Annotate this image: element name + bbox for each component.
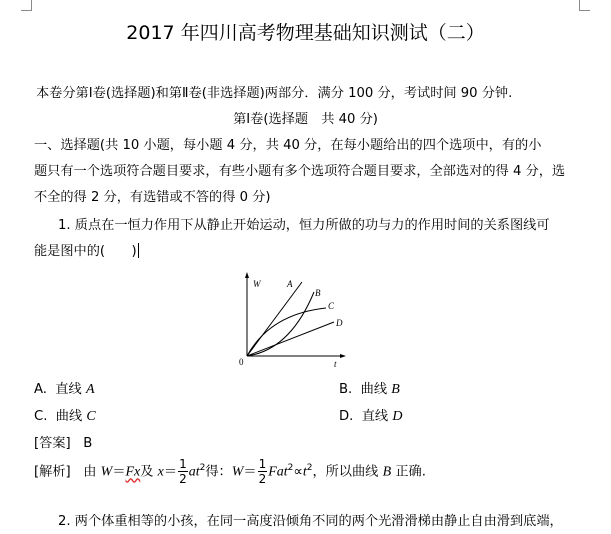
option-var: D <box>392 409 403 424</box>
curve-c-label: C <box>328 301 335 311</box>
option-letter: D. <box>339 409 354 424</box>
option-letter: B. <box>339 382 353 397</box>
option-a <box>34 378 95 398</box>
instructions-line-2: 题只有一个选项符合题目要求，有些小题有多个选项符合题目要求，全部选对的得 4 分，选 <box>34 164 566 179</box>
fraction-numerator: 1 <box>258 457 267 471</box>
answer-line <box>34 432 92 451</box>
page-corner-top-left <box>21 0 32 11</box>
equals: ＝ <box>243 464 257 480</box>
fraction-half <box>258 458 268 485</box>
work-time-graph <box>230 268 370 368</box>
curve-b-label: B <box>315 288 321 298</box>
intro-text: 本卷分第Ⅰ卷(选择题)和第Ⅱ卷(非选择题)两部分．满分 100 分，考试时间 90 分钟. <box>36 86 513 101</box>
option-text: 直线 <box>361 409 393 424</box>
curve-b <box>247 292 314 356</box>
analysis-text: ，所以曲线 <box>312 464 383 480</box>
t-axis-arrow <box>340 354 346 358</box>
symbol-b: B <box>382 464 392 480</box>
option-var: B <box>391 382 400 397</box>
option-letter: A. <box>34 382 47 397</box>
option-c <box>34 405 96 425</box>
symbol-at: at <box>188 464 200 480</box>
option-text: 直线 <box>55 382 86 397</box>
t-axis-label: t <box>334 359 337 368</box>
curve-a-label: A <box>287 279 293 289</box>
symbol-x: x <box>157 464 164 480</box>
analysis-label: [解析] <box>34 464 71 480</box>
fraction-denominator: 2 <box>179 472 187 486</box>
curve-c <box>247 308 326 356</box>
symbol-fx: Fx <box>125 464 141 480</box>
fraction-half <box>178 458 188 485</box>
exponent: 2 <box>306 463 313 474</box>
instructions-line-1: 一、选择题(共 10 小题，每小题 4 分，共 40 分，在每小题给出的四个选项中，有的小 <box>34 138 542 153</box>
analysis-text: 及 <box>140 464 158 480</box>
symbol-fat: Fat <box>268 464 288 480</box>
document-title: 2017 年四川高考物理基础知识测试（二） <box>126 22 485 44</box>
fraction-denominator: 2 <box>258 472 267 486</box>
part-heading: 第Ⅰ卷(选择题 共 40 分) <box>233 112 378 127</box>
option-b <box>339 378 400 398</box>
answer-value: B <box>83 436 93 451</box>
option-letter: C. <box>34 409 48 424</box>
symbol-t: t <box>302 464 307 480</box>
answer-label: [答案] <box>34 436 71 451</box>
option-text: 曲线 <box>55 409 87 424</box>
w-axis-label: W <box>253 279 261 289</box>
question-1-line-1: 1. 质点在一恒力作用下从静止开始运动，恒力所做的功与力的作用时间的关系图线可 <box>58 218 550 233</box>
instructions-line-3: 不全的得 2 分，有选错或不答的得 0 分) <box>34 190 271 205</box>
exponent: 2 <box>287 463 294 474</box>
analysis-text: 得： <box>205 464 232 480</box>
question-1-line-2 <box>34 240 139 259</box>
exponent: 2 <box>199 463 206 474</box>
fraction-numerator: 1 <box>179 457 187 471</box>
analysis-line <box>34 458 426 485</box>
symbol-w: W <box>100 464 113 480</box>
symbol-w: W <box>231 464 244 480</box>
option-var: A <box>85 382 95 397</box>
origin-label: 0 <box>239 357 244 367</box>
option-var: C <box>86 409 96 424</box>
option-d <box>339 405 402 425</box>
analysis-text: 正确. <box>391 464 426 480</box>
option-text: 曲线 <box>360 382 392 397</box>
w-axis-arrow <box>245 272 249 278</box>
page-corner-top-right <box>579 0 590 11</box>
text-cursor <box>138 243 139 258</box>
question-1-stem-end: 能是图中的( ) <box>34 244 137 259</box>
analysis-text: 由 <box>83 464 101 480</box>
equals: ＝ <box>112 464 126 480</box>
curve-d-label: D <box>336 318 343 328</box>
equals: ＝ <box>163 464 178 480</box>
question-2-line-1: 2. 两个体重相等的小孩，在同一高度沿倾角不同的两个光滑滑梯由静止自由滑到底端， <box>58 514 563 529</box>
proportional-symbol: ∝ <box>293 464 303 480</box>
